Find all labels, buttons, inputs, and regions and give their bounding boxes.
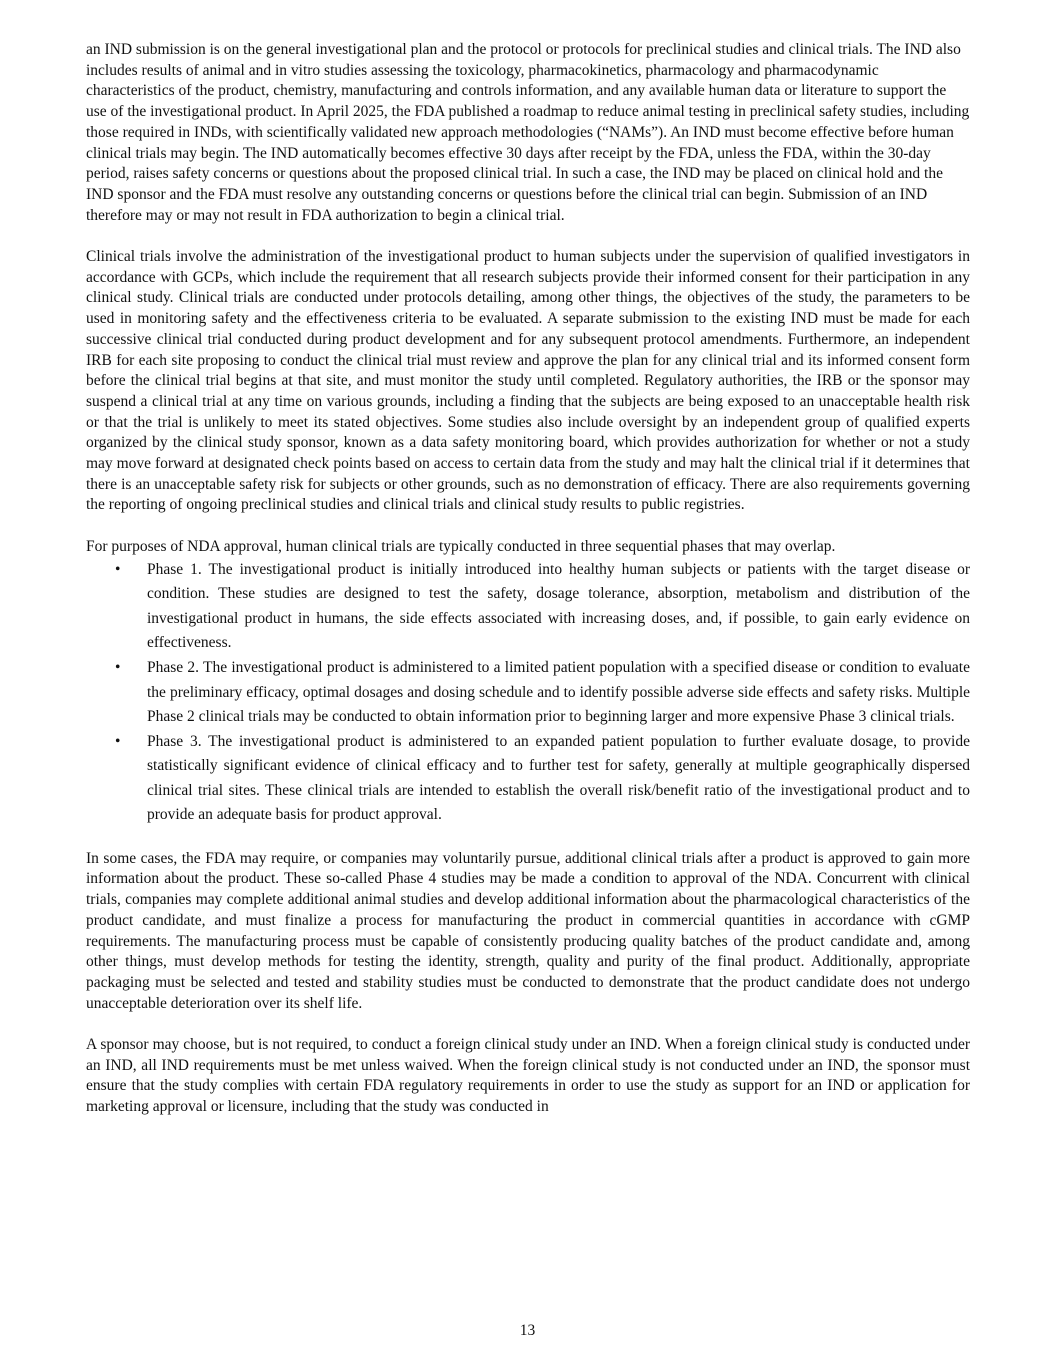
phase-1-text: Phase 1. The investigational product is initially introduced into healthy human subjects or patients with the target disease or condition. These studies are designed to test the safety, dosage tolerance, absorption, metabolism and distribution of the investigational product in humans, the side effects associated with increasing doses, and, if possible, to gain early evidence on effectiveness.	[147, 560, 970, 652]
phase-3-text: Phase 3. The investigational product is administered to an expanded patient population to further evaluate dosage, to provide statistically significant evidence of clinical efficacy and to further test for safety, generally at multiple geographically dispersed clinical trial sites. These clinical trials are intended to establish the overall risk/benefit ratio of the investigational product and to provide an adequate basis for product approval.	[147, 732, 970, 824]
list-item-phase-3	[86, 730, 970, 828]
paragraph-clinical-trials: Clinical trials involve the administration of the investigational product to human subjects under the supervision of qualified investigators in accordance with GCPs, which include the requirement that all research subjects provide their informed consent for their participation in any clinical study. Clinical trials are conducted under protocols detailing, among other things, the objectives of the study, the parameters to be used in monitoring safety and the effectiveness criteria to be evaluated. A separate submission to the existing IND must be made for each successive clinical trial conducted during product development and for any subsequent protocol amendments. Furthermore, an independent IRB for each site proposing to conduct the clinical trial must review and approve the plan for any clinical trial and its informed consent form before the clinical trial begins at that site, and must monitor the study until completed. Regulatory authorities, the IRB or the sponsor may suspend a clinical trial at any time on various grounds, including a finding that the subjects are being exposed to an unacceptable health risk or that the trial is unlikely to meet its stated objectives. Some studies also include oversight by an independent group of qualified experts organized by the clinical study sponsor, known as a data safety monitoring board, which provides authorization for whether or not a study may move forward at designated check points based on access to certain data from the study and may halt the clinical trial if it determines that there is an unacceptable safety risk for subjects or other grounds, such as no demonstration of efficacy. There are also requirements governing the reporting of ongoing preclinical studies and clinical trials and clinical study results to public registries.	[86, 248, 970, 514]
list-item-phase-1	[86, 558, 970, 656]
paragraph-foreign-clinical-study: A sponsor may choose, but is not required, to conduct a foreign clinical study under an IND. When a foreign clinical study is conducted under an IND, all IND requirements must be met unless waived. When the foreign clinical study is not conducted under an IND, the sponsor must ensure that the study complies with certain FDA regulatory requirements in order to use the study as support for an IND or application for marketing approval or licensure, including that the study was conducted in	[86, 1036, 970, 1116]
bullet-icon: •	[115, 560, 121, 578]
list-item-phase-2	[86, 656, 970, 730]
paragraph-nda-phases-intro: For purposes of NDA approval, human clinical trials are typically conducted in three sequential phases that may overlap.	[86, 537, 836, 555]
phase-2-text: Phase 2. The investigational product is administered to a limited patient population with a specified disease or condition to evaluate the preliminary efficacy, optimal dosages and dosing schedule and to identify possible adverse side effects and safety risks. Multiple Phase 2 clinical trials may be conducted to obtain information prior to beginning larger and more expensive Phase 3 clinical trials.	[147, 658, 970, 726]
paragraph-ind-submission: an IND submission is on the general investigational plan and the protocol or protocols for preclinical studies and clinical trials. The IND also includes results of animal and in vitro studies assessing the toxicology, pharmacokinetics, pharmacology and pharmacodynamic characteristics of the product, chemistry, manufacturing and controls information, and any available human data or literature to support the use of the investigational product. In April 2025, the FDA published a roadmap to reduce animal testing in preclinical safety studies, including those required in INDs, with scientifically validated new approach methodologies (“NAMs”). An IND must become effective before human clinical trials may begin. The IND automatically becomes effective 30 days after receipt by the FDA, unless the FDA, within the 30-day period, raises safety concerns or questions about the proposed clinical trial. In such a case, the IND may be placed on clinical hold and the IND sponsor and the FDA must resolve any outstanding concerns or questions before the clinical trial can begin. Submission of an IND therefore may or may not result in FDA authorization to begin a clinical trial.	[86, 41, 970, 224]
bullet-icon: •	[115, 732, 121, 750]
bullet-icon: •	[115, 658, 121, 676]
page-number: 13	[519, 1322, 536, 1339]
paragraph-phase-4-studies: In some cases, the FDA may require, or companies may voluntarily pursue, additional clinical trials after a product is approved to gain more information about the product. These so-called Phase 4 studies may be made a condition to approval of the NDA. Concurrent with clinical trials, companies may complete additional animal studies and develop additional information about the pharmacological characteristics of the product candidate, and must finalize a process for manufacturing the product in commercial quantities in accordance with cGMP requirements. The manufacturing process must be capable of consistently producing quality batches of the product candidate and, among other things, must develop methods for testing the identity, strength, quality and purity of the final product. Additionally, appropriate packaging must be selected and tested and stability studies must be conducted to demonstrate that the product candidate does not undergo unacceptable deterioration over its shelf life.	[86, 849, 970, 1012]
phases-list	[86, 558, 970, 829]
document-page	[86, 40, 970, 1139]
